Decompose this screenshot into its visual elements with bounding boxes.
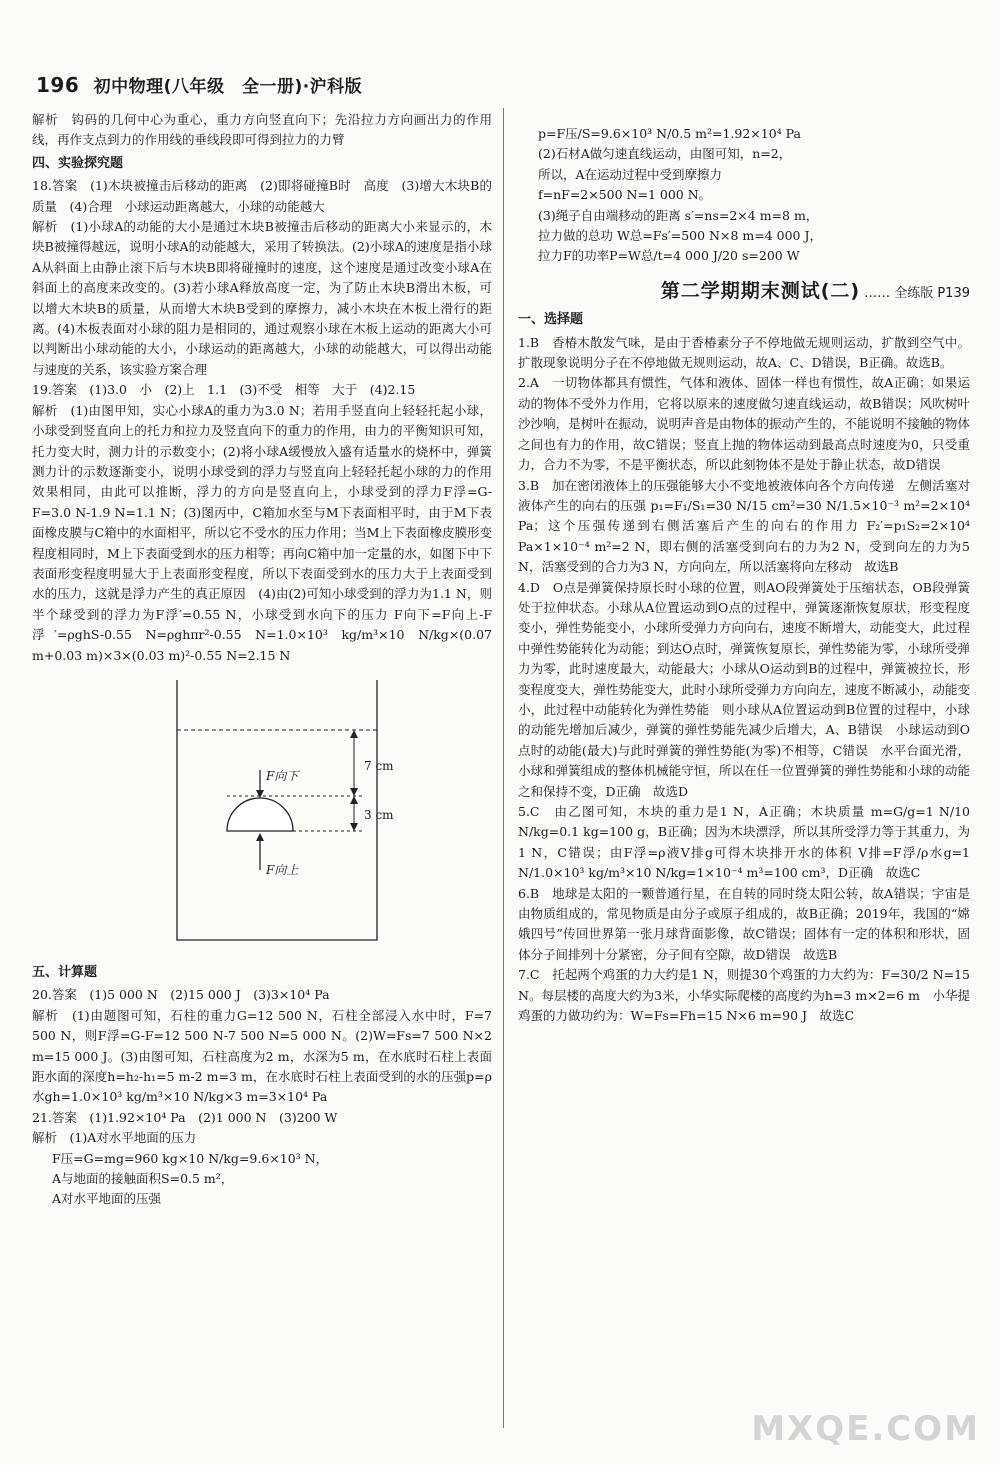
label-3cm: 3 cm <box>364 807 394 822</box>
page-header <box>36 72 362 97</box>
label-f-down: F向下 <box>266 768 299 783</box>
q21-explanation-line4: A对水平地面的压强 <box>52 1191 162 1207</box>
q4-answer: 4.D O点是弹簧保持原长时小球的位置，则AO段弹簧处于压缩状态，OB段弹簧处于拉伸状态。小球从A位置运动到O点的过程中，弹簧逐渐恢复原状，形变程度变小，弹性势能变小，小球所受弹力方向向右，速度不断增大，动能变大，此过程中弹性势能转化为动能；到达O点时，弹簧恢复原长，弹性势能为零，小球所受弹力为零，此时速度最大，动能最大；小球从O运动到B的过程中，弹簧被拉长，形变程度变大，弹性势能变大，此时小球所受弹力方向向左，速度不断减小，动能变小，此过程中动能转化为弹性势能 则小球从A位置运动到B位置的过程中，小球的动能先增加后减少，弹簧的弹性势能先减少后增大，A、B错误 小球运动到O点时的动能(最大)与此时弹簧的弹性势能(为零)不相等，C错误 水平台面光滑，小球和弹簧组成的整体机械能守恒，所以在任一位置弹簧的弹性势能和小球的动能之和保持不变，D正确 故选D <box>518 579 970 799</box>
q21-part3-line1: (3)绳子自由端移动的距离 s′=ns=2×4 m=8 m， <box>538 207 819 223</box>
q21-part3-line3: 拉力F的功率P=W总/t=4 000 J/20 s=200 W <box>538 248 800 264</box>
book-title: 初中物理(八年级 全一册)·沪科版 <box>93 77 363 97</box>
q19-explanation: 解析 (1)由图甲知，实心小球A的重力为3.0 N；若用手竖直向上轻轻托起小球，小球受到竖直向上的托力和拉力及竖直向下的重力的作用，由力的平衡知识可知，托力变大时，测力计的示数变小；(2)将小球A缓慢放入盛有适量水的烧杯中，弹簧测力计的示数逐渐变小，说明小球受到的浮力与竖直向上轻轻托起小球的力的作用效果相同，由此可以推断，浮力的方向是竖直向上，小球受到的浮力F浮=G-F=3.0 N-1.9 N=1.1 N；(3)图丙中，C箱加水至与M下表面相平时，由于M下表面橡皮膜与C箱中的水面相平，所以它不受水的压力作用；当M上下表面橡皮膜形变程度相同时，M上下表面受到水的压力相等；再向C箱中加一定量的水，如图下中下表面形变程度明显大于上表面形变程度，所以下表面受到水的压力大于上表面受到水的压力，这就是浮力产生的真正原因 (4)由(2)可知小球受到的浮力为1.1 N，则半个球受到的浮力为F浮′=0.55 N，小球受到水向下的压力 F向下=F向上-F浮′=ρghS-0.55 N=ρghπr²-0.55 N=1.0×10³ kg/m³×10 N/kg×(0.07 m+0.03 m)×3×(0.03 m)²-0.55 N=2.15 N <box>32 402 492 663</box>
test-page-reference: …… 全练版 P139 <box>864 285 970 301</box>
q20-answer: 20.答案 (1)5 000 N (2)15 000 J (3)3×10⁴ Pa <box>32 987 330 1003</box>
q21-pressure-formula: p=F压/S=9.6×10³ N/0.5 m²=1.92×10⁴ Pa <box>538 126 801 141</box>
q21-explanation-line1: 解析 (1)A对水平地面的压力 <box>32 1130 197 1146</box>
label-7cm: 7 cm <box>364 758 394 773</box>
q19-answer: 19.答案 (1)3.0 小 (2)上 1.1 (3)不受 相等 大于 (4)2.15 <box>32 382 416 398</box>
q21-part3-line2: 拉力做的总功 W总=Fs′=500 N×8 m=4 000 J， <box>538 228 822 244</box>
q20-explanation: 解析 (1)由题图可知，石柱的重力G=12 500 N，石柱全部浸入水中时，F=7 500 N，则F浮=G-F=12 500 N-7 500 N=5 000 N。(2)W=Fs=7 500 N×2 m=15 000 J。(3)由图可知，石柱高度为2 m，水深为5 m，在水底时石柱上表面距水面的深度h=h₂-h₁=5 m-2 m=3 m，在水底时石柱上表面受到的水的压强p=ρ水gh=1.0×10³ kg/m³×10 N/kg×3 m=3×10⁴ Pa <box>32 1007 492 1105</box>
section-choice-heading: 一、选择题 <box>518 312 584 328</box>
q6-answer: 6.B 地球是太阳的一颗普通行星，在自转的同时绕太阳公转，故A错误；宇宙是由物质组成的，常见物质是由分子或原子组成的，故B正确；2019年，我国的“嫦娥四号”传回世界第一张月球背面影像，故C错误；固体有一定的体积和形状，固体分子间排列十分紧密，分子间有空隙，故D错误 故选B <box>518 885 970 962</box>
left-column <box>32 110 492 1210</box>
q21-part2-line2: 所以，A在运动过程中受到摩擦力 <box>538 166 723 182</box>
q21-explanation-line3: A与地面的接触面积S=0.5 m²， <box>52 1171 234 1187</box>
q7-answer: 7.C 托起两个鸡蛋的力大约是1 N，则提30个鸡蛋的力大约为：F=30/2 N=15 N。每层楼的高度大约为3米，小华实际爬楼的高度约为h=3 m×2=6 m 小华提鸡蛋的力做功约为：W=Fs=Fh=15 N×6 m=90 J 故选C <box>518 967 970 1024</box>
q2-answer: 2.A 一切物体都具有惯性，气体和液体、固体一样也有惯性，故A正确；如果运动的物体不受外力作用，它将以原来的速度做匀速直线运动，故B错误；风吹树叶沙沙响，是树叶在振动，说明声音是由物体的振动产生的，不能说明不接触的物体之间也有力的作用，故C错误；竖直上抛的物体运动到最高点时速度为0，只受重力，合力不为零，不是平衡状态，所以此刻物体不是处于静止状态，故D错误 <box>518 375 970 473</box>
q21-answer: 21.答案 (1)1.92×10⁴ Pa (2)1 000 N (3)200 W <box>32 1109 338 1125</box>
q1-answer: 1.B 香椿木散发气味，是由于香椿素分子不停地做无规则运动，扩散到空气中。扩散现象说明分子在不停地做无规则运动，故A、C、D错误，B正确。故选B。 <box>518 334 970 371</box>
label-f-up: F向上 <box>266 862 299 877</box>
section-experiment-heading: 四、实验探究题 <box>32 155 124 171</box>
q21-part2-line3: f=nF=2×500 N=1 000 N。 <box>538 187 712 203</box>
pressure-diagram <box>32 670 492 960</box>
test-title-block <box>518 281 970 304</box>
intro-explanation: 解析 钩码的几何中心为重心，重力方向竖直向下；先沿拉力方向画出力的作用线，再作支点到力的作用线的垂线段即可得到拉力的力臂 <box>32 112 492 148</box>
section-calculation-heading: 五、计算题 <box>32 964 98 980</box>
q5-answer: 5.C 由乙图可知，木块的重力是1 N，A正确；木块质量 m=G/g=1 N/10 N/kg=0.1 kg=100 g，B正确；因为木块漂浮，所以其所受浮力等于其重力，为1 N，C错误；由F浮=ρ液V排g可得木块排开水的体积 V排=F浮/ρ水g=1 N/1.0×10³ kg/m³×10 N/kg=1×10⁻⁴ m³=100 cm³，D正确 故选C <box>518 804 970 881</box>
page-number: 196 <box>36 73 80 97</box>
q21-explanation-line2: F压=G=mg=960 kg×10 N/kg=9.6×10³ N， <box>52 1150 329 1166</box>
q3-answer: 3.B 加在密闭液体上的压强能够大小不变地被液体向各个方向传递 左侧活塞对液体产生的向右的压强 p₁=F₁/S₁=30 N/15 cm²=30 N/1.5×10⁻³ m²=2×10⁴ Pa；这个压强传递到右侧活塞后产生的向右的作用力 F₂′=p₁S₂=2×10⁴ Pa×1×10⁻⁴ m²=2 N，即右侧的活塞受到向右的力为2 N，受到向左的力为5 N，活塞受到的合力为3 N，方向向左，所以活塞将向左移动 故选B <box>518 477 970 575</box>
watermark: MXQE.COM <box>751 1409 980 1449</box>
q18-explanation: 解析 (1)小球A的动能的大小是通过木块B被撞击后移动的距离大小来显示的，木块B被撞得越远，说明小球A的动能越大，采用了转换法。(2)小球A的速度是指小球A从斜面上由静止滚下后与木块B即将碰撞时的速度，这个速度是通过改变小球A在斜面上的高度来改变的。(3)若小球A释放高度一定，为了防止木块B滑出木板，可以增大木块B的质量，从而增大木块B受到的摩擦力，减小木块在木板上滑行的距离。(4)木板表面对小球的阻力是相同的，通过观察小球在木板上运动的距离大小可以判断出小球动能的大小，小球运动的距离越大，小球的动能越大，可以得出动能与速度的关系，该实验方案合理 <box>32 219 492 377</box>
q18-answer: 18.答案 (1)木块被撞击后移动的距离 (2)即将碰撞B时 高度 (3)增大木块B的质量 (4)合理 小球运动距离越大，小球的动能越大 <box>32 178 492 214</box>
column-divider <box>503 108 504 1428</box>
right-column <box>518 124 970 1026</box>
q21-part2-line1: (2)石材A做匀速直线运动，由图可知，n=2， <box>538 146 792 162</box>
test-title: 第二学期期末测试(二) <box>660 279 861 302</box>
